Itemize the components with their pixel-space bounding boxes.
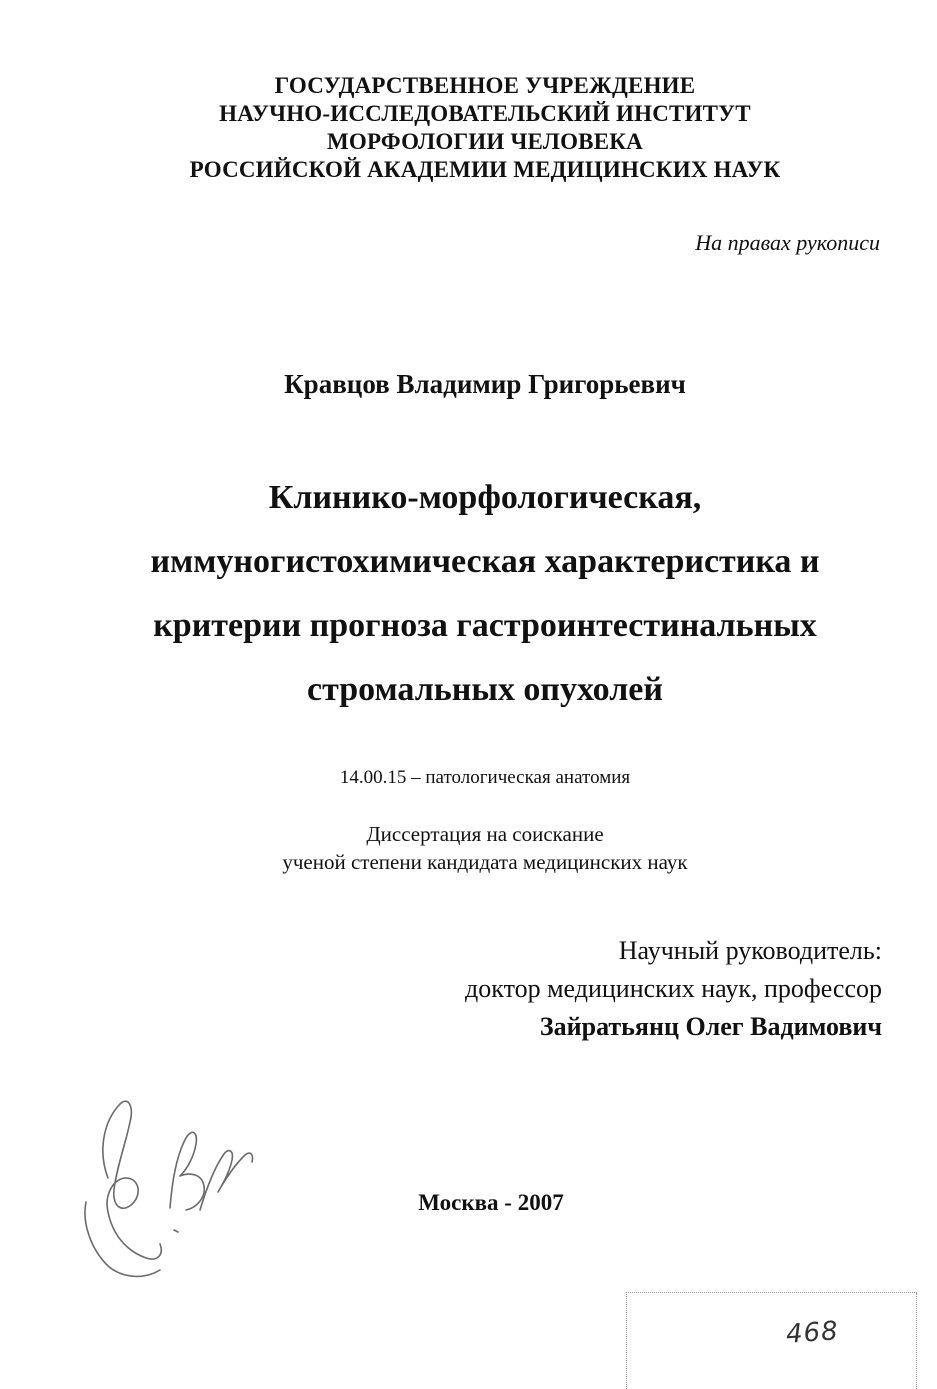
institution-line-1: ГОСУДАРСТВЕННОЕ УЧРЕЖДЕНИЕ [274, 73, 696, 98]
institution-line-4: РОССИЙСКОЙ АКАДЕМИИ МЕДИЦИНСКИХ НАУК [189, 157, 781, 182]
library-number: 468 [785, 1316, 840, 1350]
degree-line-1: Диссертация на соискание [366, 822, 604, 846]
title-line-3: критерии прогноза гастроинтестинальных [153, 607, 817, 644]
degree-statement [0, 820, 937, 876]
institution-line-2: НАУЧНО-ИССЛЕДОВАТЕЛЬСКИЙ ИНСТИТУТ [219, 101, 751, 126]
title-line-1: Клинико-морфологическая, [268, 479, 702, 516]
library-stamp-frame [626, 1292, 917, 1389]
title-line-4: стромальных опухолей [307, 671, 663, 708]
supervisor-label: Научный руководитель: [618, 936, 882, 965]
title-line-2: иммуногистохимическая характеристика и [150, 543, 820, 580]
supervisor-credentials: доктор медицинских наук, профессор [465, 974, 882, 1003]
dissertation-title [0, 466, 937, 722]
supervisor-name: Зайратьянц Олег Вадимович [539, 1012, 882, 1041]
supervisor-block [465, 932, 882, 1046]
institution-line-3: МОРФОЛОГИИ ЧЕЛОВЕКА [327, 129, 643, 154]
institution-header [0, 72, 937, 184]
specialty-code: 14.00.15 – патологическая анатомия [339, 767, 631, 788]
author-name: Кравцов Владимир Григорьевич [284, 369, 686, 399]
manuscript-note: На правах рукописи [695, 230, 880, 255]
degree-line-2: ученой степени кандидата медицинских наук [282, 850, 688, 874]
handwritten-signature [68, 1082, 268, 1292]
city-year: Москва - 2007 [418, 1190, 564, 1215]
